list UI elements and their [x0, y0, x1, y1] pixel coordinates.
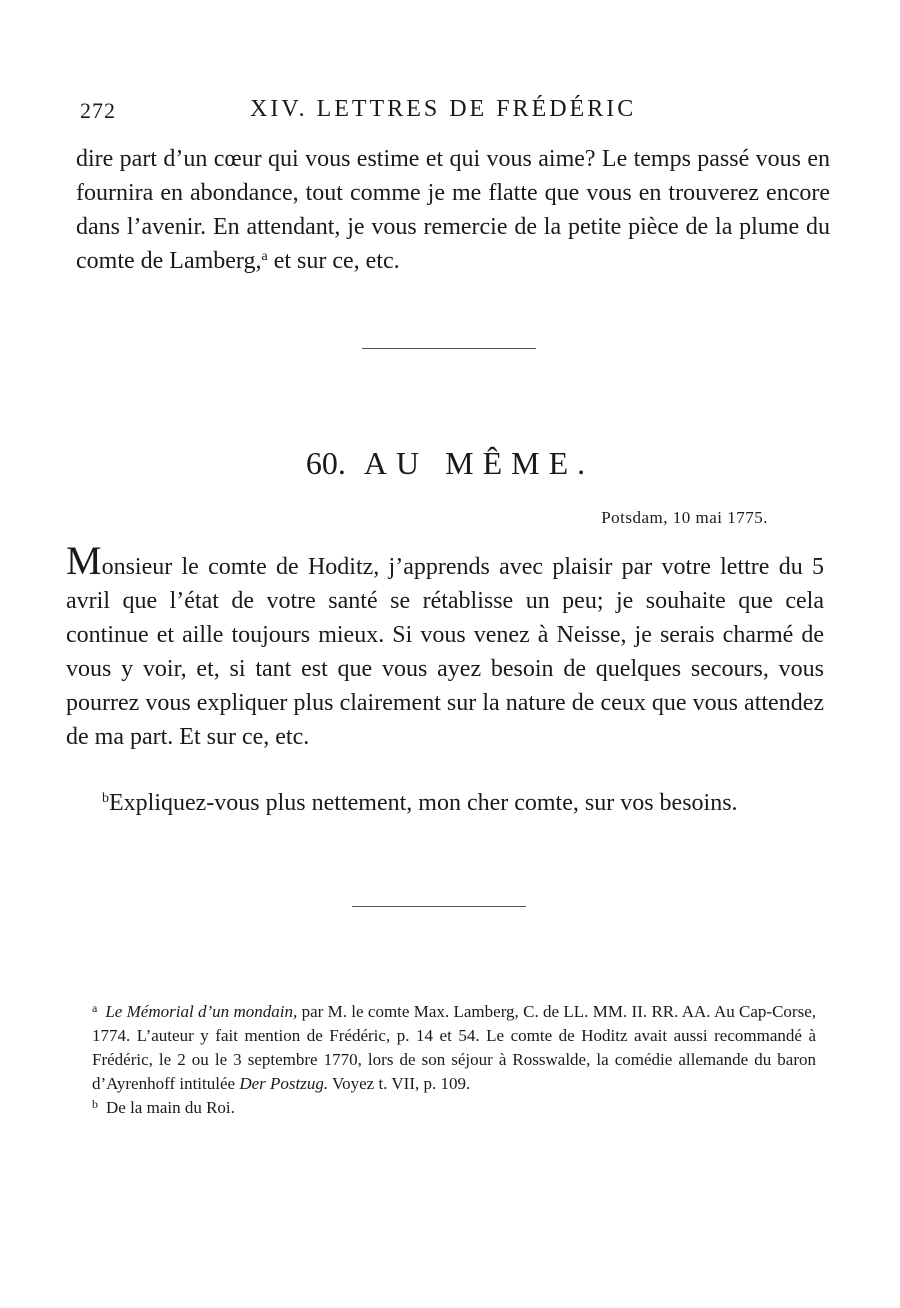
letter-body: [66, 538, 824, 754]
letter-dateline: Potsdam, 10 mai 1775.: [601, 508, 768, 527]
letter-body-text: onsieur le comte de Hoditz, j’apprends avec plaisir par votre lettre du 5 avril que l’état de votre santé se rétablisse un peu; je souhaite que cela continue et aille toujours mieux. Si vous venez à Neisse, je serais charmé de vous y voir, et, si tant est que vous ayez besoin de quelques secours, vous pourrez vous expliquer plus clairement sur la nature de ceux que vous attendez de ma part. Et sur ce, etc.: [66, 554, 824, 750]
footnotes: [62, 1000, 816, 1120]
footnote-reference-a[interactable]: a: [261, 249, 268, 264]
letter-number: 60.: [305, 445, 346, 481]
postscript-text: Expliquez-vous plus nettement, mon cher comte, sur vos besoins.: [109, 790, 738, 816]
letter-heading: [0, 445, 900, 482]
section-divider: [352, 906, 526, 907]
drop-cap: M: [66, 538, 102, 583]
footnote-reference-b[interactable]: b: [102, 791, 109, 806]
letter-recipient: AU MÊME.: [363, 445, 595, 481]
letter-postscript: [66, 786, 824, 820]
continuation-text-end: et sur ce, etc.: [267, 248, 400, 274]
footnote-a-text: par M. le comte Max. Lamberg, C. de LL. MM. II. RR. AA. Au Cap-Corse, 1774. L’auteur y fait mention de Frédéric, p. 14 et 54. Le comte de Hoditz avait aussi recommandé à Frédéric, le 2 ou le 3 septembre 1770, lors de son séjour à Rosswalde, la comédie allemande du baron d’Ayrenhoff intitulée: [92, 1002, 816, 1093]
footnote-mark-a: a: [92, 1001, 98, 1015]
footnote-a-title: Le Mémorial d’un mondain,: [105, 1002, 298, 1021]
running-title: XIV. LETTRES DE FRÉDÉRIC: [250, 96, 637, 122]
footnote-mark-b: b: [92, 1097, 98, 1111]
continuation-text: dire part d’un cœur qui vous estime et qui vous aime? Le temps passé vous en fournira en abondance, tout comme je me flatte que vous en trouverez encore dans l’avenir. En attendant, je vous remercie de la petite pièce de la plume du comte de Lamberg,: [76, 146, 830, 274]
footnote-a-text-end: Voyez t. VII, p. 109.: [328, 1074, 471, 1093]
section-divider: [362, 348, 536, 349]
footnote-b: [62, 1096, 816, 1120]
footnote-a-play-title: Der Postzug.: [239, 1074, 329, 1093]
running-head: [80, 96, 830, 128]
page-number: 272: [80, 98, 116, 123]
footnote-a: [62, 1000, 816, 1096]
continuation-paragraph: [76, 142, 830, 278]
footnote-b-text: De la main du Roi.: [106, 1098, 235, 1117]
